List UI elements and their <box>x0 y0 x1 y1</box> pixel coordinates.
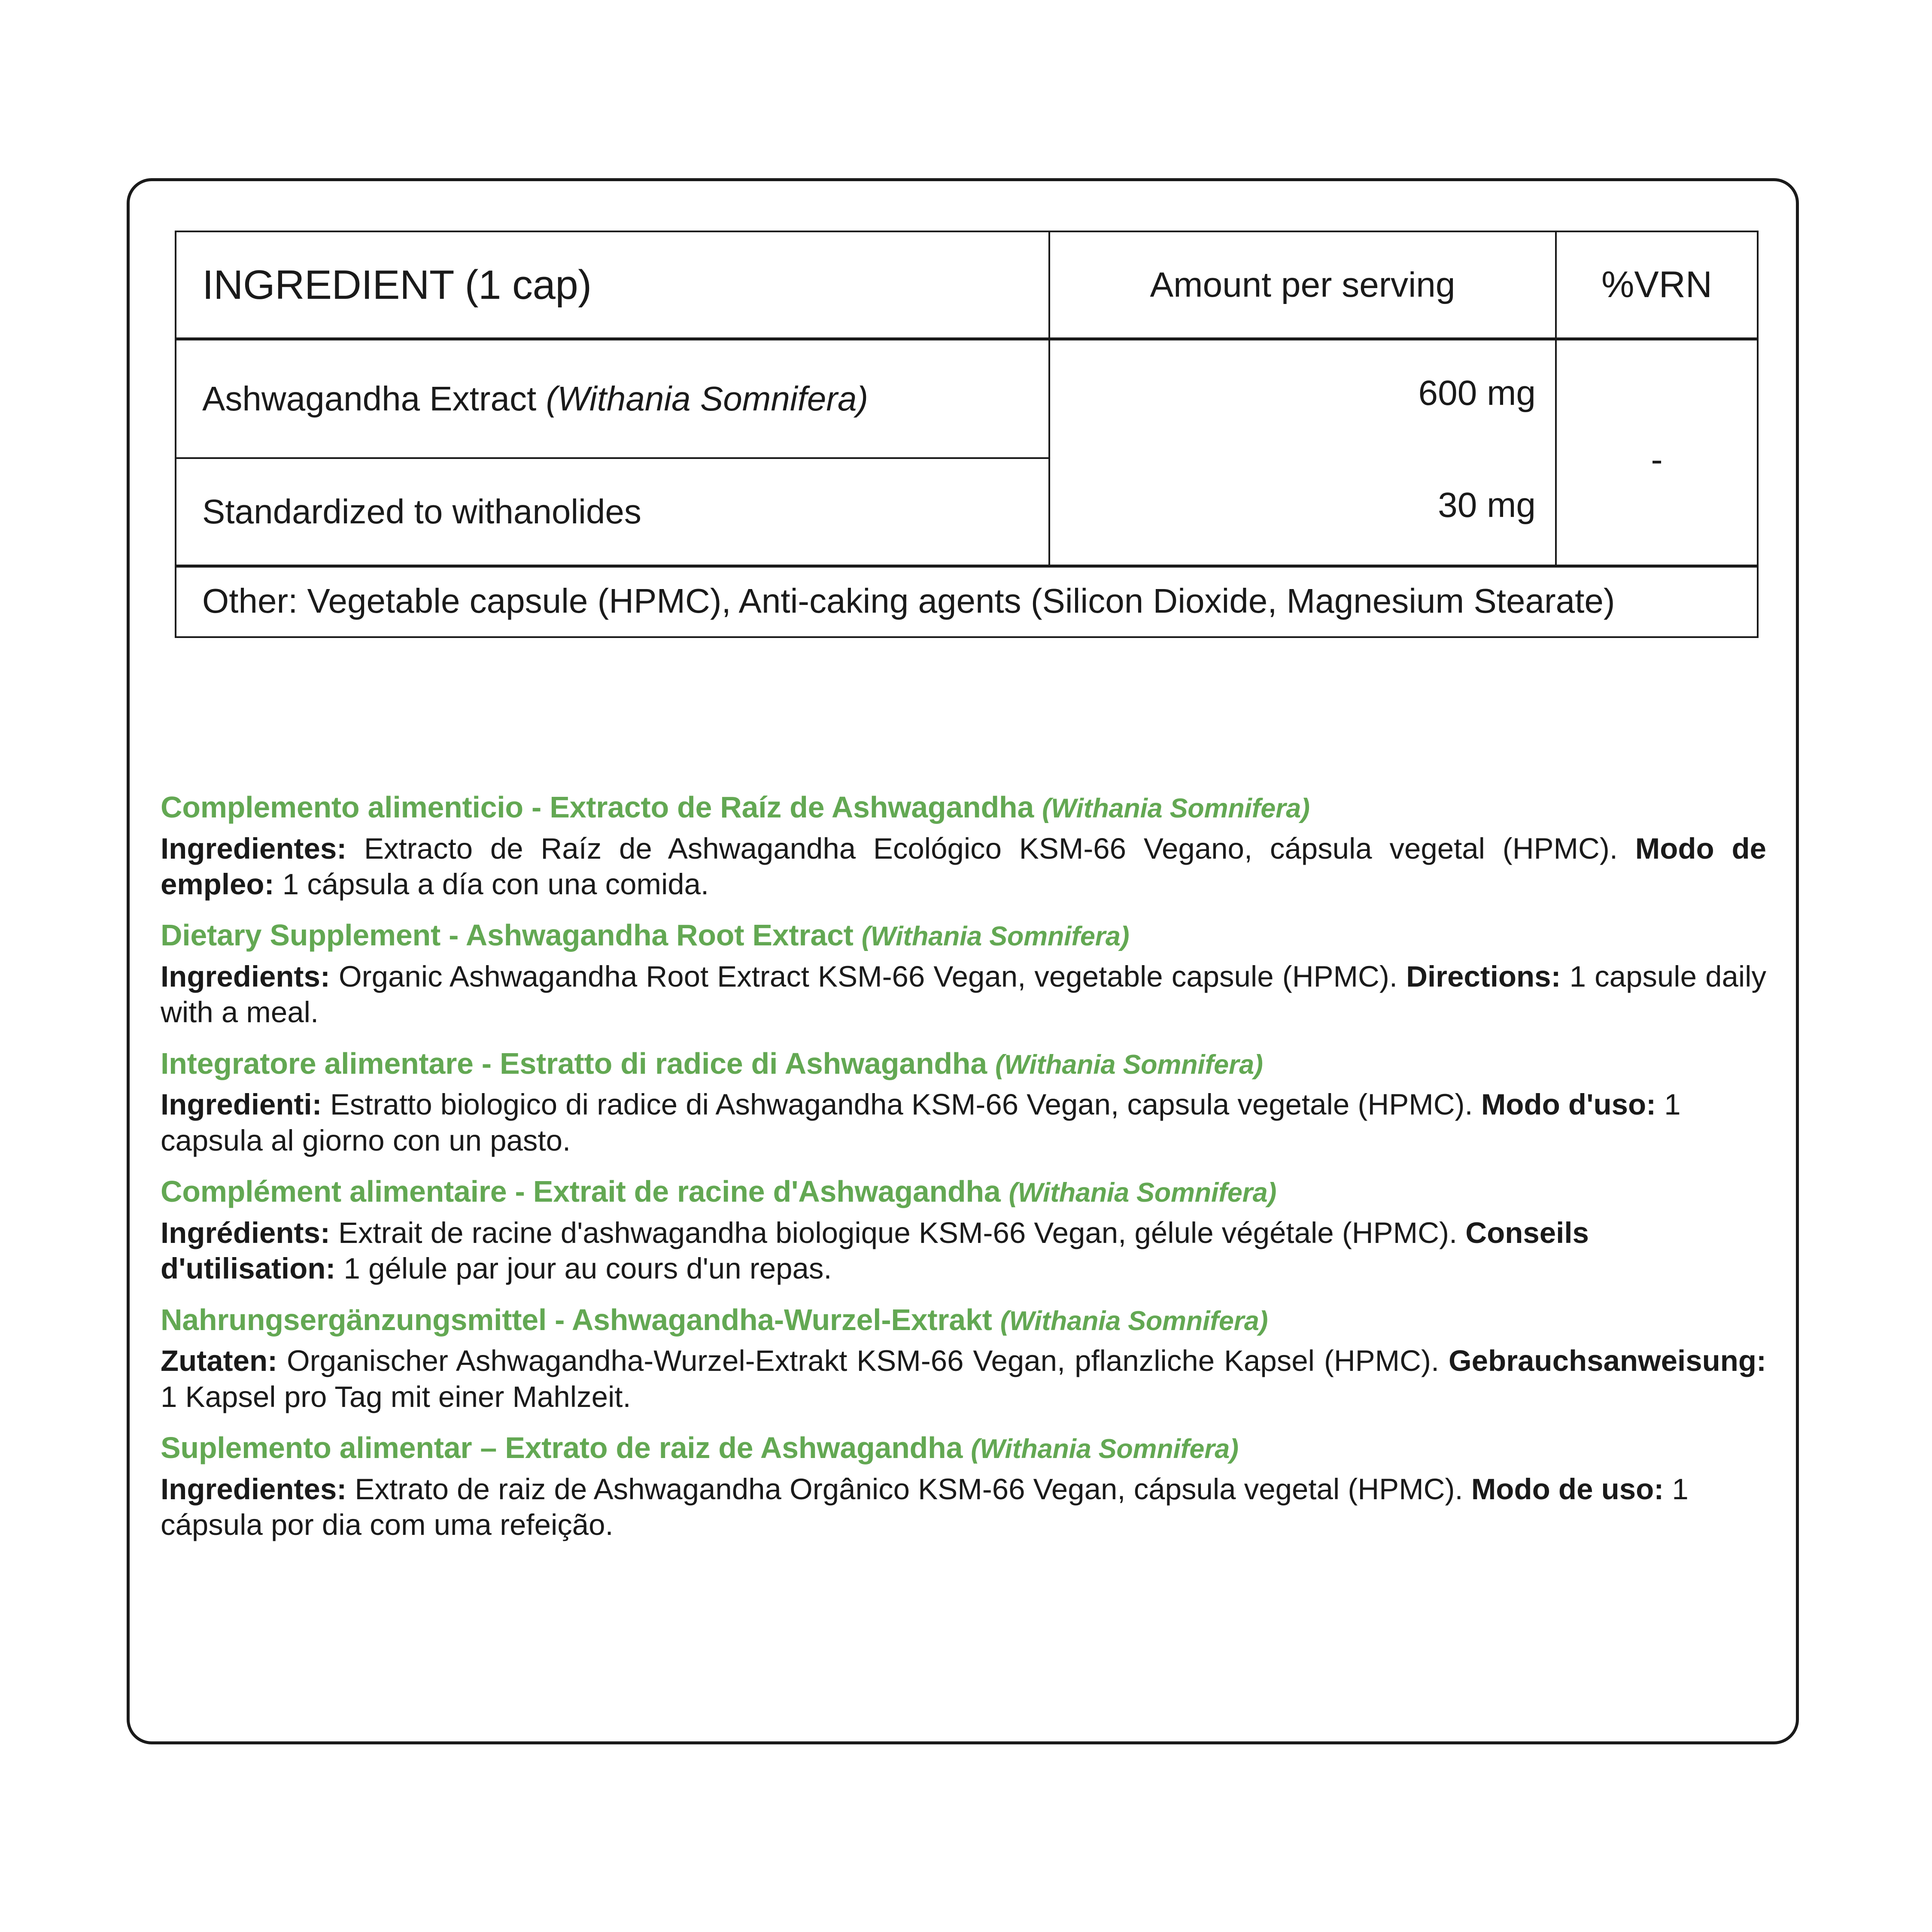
language-heading-es-latin: (Withania Somnifera) <box>1042 793 1310 823</box>
language-heading-de-text: Nahrungsergänzungsmittel - Ashwagandha-Wurzel-Extrakt <box>161 1303 1000 1337</box>
language-body-en-label-directions: Directions: <box>1406 960 1561 993</box>
ingredient-vrn-cell <box>1556 339 1758 566</box>
language-body-en <box>161 959 1766 1030</box>
table-row <box>176 458 1758 566</box>
language-body-es-directions: 1 cápsula a día con una comida. <box>274 867 709 901</box>
language-body-en-directions: 1 capsule daily with a meal. <box>161 960 1766 1029</box>
language-body-pt-label-ingredients: Ingredientes: <box>161 1472 347 1506</box>
multilingual-description-block <box>161 789 1766 1546</box>
language-heading-en <box>161 917 1766 954</box>
language-heading-fr <box>161 1173 1766 1211</box>
language-heading-pt-text: Suplemento alimentar – Extrato de raiz de Ashwagandha <box>161 1431 971 1465</box>
language-section-en <box>161 917 1766 1030</box>
language-body-fr-label-directions: Conseils d'utilisation: <box>161 1216 1589 1285</box>
other-ingredients-text: Other: Vegetable capsule (HPMC), Anti-caking agents (Silicon Dioxide, Magnesium Stearate) <box>202 582 1615 620</box>
language-body-fr-label-ingredients: Ingrédients: <box>161 1216 330 1249</box>
language-body-it-ingredients: Estratto biologico di radice di Ashwagandha KSM-66 Vegan, capsula vegetale (HPMC). <box>322 1088 1481 1121</box>
language-body-de-label-ingredients: Zutaten: <box>161 1344 278 1378</box>
language-heading-fr-text: Complément alimentaire - Extrait de racine d'Ashwagandha <box>161 1175 1009 1209</box>
language-heading-it <box>161 1045 1766 1083</box>
supplement-label-card <box>127 178 1799 1744</box>
language-body-en-ingredients: Organic Ashwagandha Root Extract KSM-66 Vegan, vegetable capsule (HPMC). <box>330 960 1406 993</box>
language-body-fr-ingredients: Extrait de racine d'ashwagandha biologique KSM-66 Vegan, gélule végétale (HPMC). <box>330 1216 1466 1249</box>
language-body-de <box>161 1343 1766 1415</box>
language-body-pt-ingredients: Extrato de raiz de Ashwagandha Orgânico KSM-66 Vegan, cápsula vegetal (HPMC). <box>346 1472 1471 1506</box>
language-body-de-directions: 1 Kapsel pro Tag mit einer Mahlzeit. <box>161 1380 631 1413</box>
language-body-pt-directions: 1 cápsula por dia com uma refeição. <box>161 1472 1689 1542</box>
language-body-es-label-directions: Modo de empleo: <box>161 832 1766 901</box>
language-heading-en-latin: (Withania Somnifera) <box>861 921 1130 952</box>
language-body-es <box>161 831 1766 902</box>
language-heading-pt-latin: (Withania Somnifera) <box>971 1434 1239 1464</box>
ingredient-vrn-text: - <box>1651 440 1663 479</box>
language-heading-en-text: Dietary Supplement - Ashwagandha Root Extract <box>161 918 862 952</box>
column-header-ingredient-label: INGREDIENT (1 cap) <box>202 261 592 308</box>
language-body-es-ingredients: Extracto de Raíz de Ashwagandha Ecológico KSM-66 Vegano, cápsula vegetal (HPMC). <box>346 832 1635 865</box>
language-body-fr-directions: 1 gélule par jour au cours d'un repas. <box>335 1252 832 1285</box>
language-section-fr <box>161 1173 1766 1286</box>
language-body-en-label-ingredients: Ingredients: <box>161 960 330 993</box>
ingredient-amount-cell <box>1049 458 1556 566</box>
language-section-es <box>161 789 1766 902</box>
table-row <box>176 339 1758 459</box>
language-body-pt-label-directions: Modo de uso: <box>1471 1472 1664 1506</box>
table-header-row <box>176 231 1758 339</box>
language-section-pt <box>161 1429 1766 1543</box>
column-header-amount <box>1049 231 1556 339</box>
language-body-es-label-ingredients: Ingredientes: <box>161 832 347 865</box>
language-heading-es-text: Complemento alimenticio - Extracto de Raíz de Ashwagandha <box>161 790 1042 824</box>
ingredient-latin-name: (Withania Somnifera) <box>546 379 869 418</box>
language-body-de-label-directions: Gebrauchsanweisung: <box>1449 1344 1766 1378</box>
language-heading-de-latin: (Withania Somnifera) <box>1000 1306 1268 1336</box>
language-section-it <box>161 1045 1766 1158</box>
language-body-it-label-ingredients: Ingredienti: <box>161 1088 322 1121</box>
language-section-de <box>161 1301 1766 1415</box>
column-header-vrn <box>1556 231 1758 339</box>
column-header-vrn-label: %VRN <box>1601 264 1713 305</box>
language-heading-es <box>161 789 1766 826</box>
language-heading-fr-latin: (Withania Somnifera) <box>1009 1178 1277 1208</box>
supplement-facts-table <box>175 231 1759 638</box>
language-heading-it-latin: (Withania Somnifera) <box>995 1049 1263 1080</box>
language-heading-pt <box>161 1429 1766 1467</box>
ingredient-name-text: Ashwagandha Extract <box>202 379 546 418</box>
other-ingredients-row <box>176 566 1758 638</box>
language-body-fr <box>161 1215 1766 1287</box>
language-body-it <box>161 1087 1766 1158</box>
language-heading-it-text: Integratore alimentare - Estratto di radice di Ashwagandha <box>161 1046 996 1080</box>
language-body-pt <box>161 1471 1766 1543</box>
column-header-ingredient <box>176 231 1049 339</box>
language-heading-de <box>161 1301 1766 1339</box>
ingredient-name-cell <box>176 339 1049 459</box>
language-body-it-directions: 1 capsula al giorno con un pasto. <box>161 1088 1681 1157</box>
ingredient-amount-text: 600 mg <box>1418 374 1536 413</box>
ingredient-amount-cell <box>1049 339 1556 459</box>
ingredient-amount-text: 30 mg <box>1438 486 1536 525</box>
language-body-de-ingredients: Organischer Ashwagandha-Wurzel-Extrakt KSM-66 Vegan, pflanzliche Kapsel (HPMC). <box>277 1344 1449 1378</box>
column-header-amount-label: Amount per serving <box>1150 265 1455 304</box>
other-ingredients-cell <box>176 566 1758 638</box>
ingredient-name-text: Standardized to withanolides <box>202 492 641 531</box>
language-body-it-label-directions: Modo d'uso: <box>1481 1088 1656 1121</box>
ingredient-name-cell <box>176 458 1049 566</box>
